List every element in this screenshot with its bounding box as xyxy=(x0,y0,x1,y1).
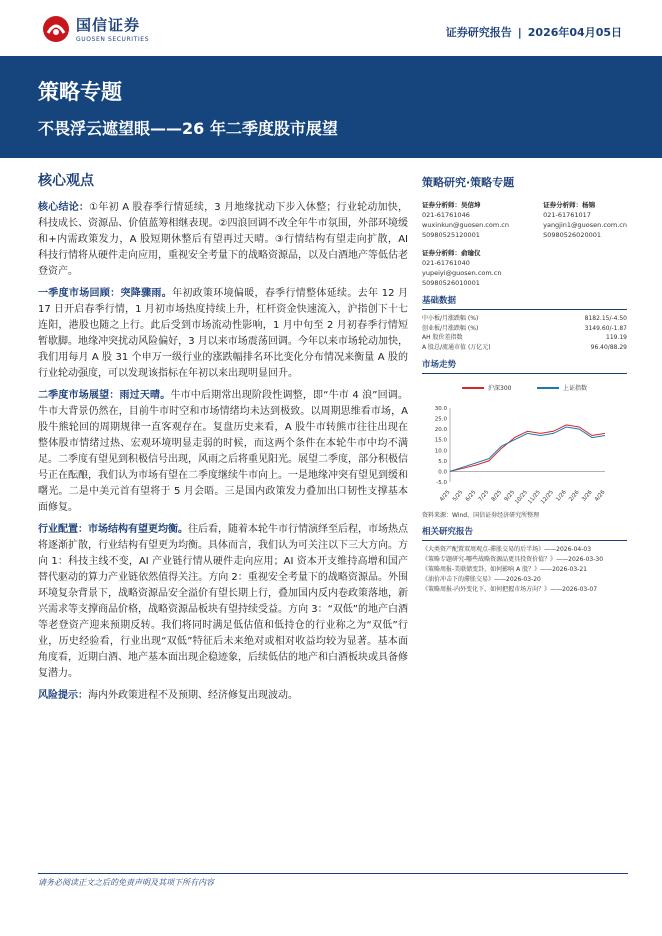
basic-data-row: 创业板/月涨跌幅 (%) 3149.60/-1.87 xyxy=(422,324,627,332)
sidebar xyxy=(422,170,627,595)
analyst-card: 证券分析师：俞瑜仪 021-61761040 yupeiyi@guosen.com.cn S0980526010001 xyxy=(422,249,502,287)
paragraph-q1-review: 一季度市场回顾：突降骤雨。年初政策环境偏暖，春季行情整体延续。去年 12 月 17 日开启春季行情，1 月初市场热度持续上升，杠杆资金快速流入，沪指创下十七连阳，港股也随之上行。此后受到市场流动性影响，1 月中旬至 2 月初春季行情短暂歇脚。地缘冲突扰动风险偏好，3 月以来市场震荡回调。今年以来市场轮动加快，我们用每月 A 股 31 个申万一级行业的涨跌幅排名环比变化分布情况来衡量 A 股的行业轮动强度，可以发现该指标在年初以来出现明显回升。 xyxy=(38,288,408,379)
legend-label: 上证指数 xyxy=(563,385,588,392)
market-trend-heading: 市场走势 xyxy=(422,358,627,374)
x-tick-label: 7/25 xyxy=(477,489,491,503)
x-tick-label: 11/25 xyxy=(527,489,542,506)
y-tick-label: 20.0 xyxy=(434,427,447,434)
guosen-logo-icon xyxy=(42,15,70,43)
basic-data-table xyxy=(422,314,627,352)
y-tick-label: 15.0 xyxy=(434,437,447,444)
core-views-heading: 核心观点 xyxy=(38,173,94,189)
sidebar-heading: 策略研究·策略专题 xyxy=(422,176,515,189)
x-tick-label: 6/25 xyxy=(464,489,478,503)
logo-en: GUOSEN SECURITIES xyxy=(76,36,150,43)
x-tick-label: 1/26 xyxy=(555,489,568,503)
related-report-item[interactable]: 《大类资产配置双周观点-滞胀交易的后半场》——2026-04-03 xyxy=(422,546,592,553)
chart-source: 资料来源：Wind、国信证券经济研究所整理 xyxy=(422,512,540,519)
paragraph-core-conclusion: 核心结论：①年初 A 股春季行情延续，3 月地缘扰动下步入休整；行业轮动加快，科技成长、资源品、价值蓝筹相继表现。②四浪回调不改全年牛市氛围，外部环境缓和+内需政策发力，A 股短期休整后有望再过天晴。③行情结构有望走向扩散，AI 科技行情将从硬件走向应用，重视安全考量下的战略资源品，以及白酒地产等低估老登资产。 xyxy=(38,202,408,277)
basic-data-row: AH 股价差指数 119.19 xyxy=(422,334,627,341)
market-trend-chart xyxy=(422,378,627,508)
x-tick-label: 10/25 xyxy=(514,489,530,506)
x-tick-label: 5/25 xyxy=(451,489,465,503)
x-tick-label: 4/25 xyxy=(438,489,452,503)
related-report-item[interactable]: 《策略专题研究-哪些战略资源品更具投资价值？》——2026-03-30 xyxy=(422,556,604,563)
series-line xyxy=(450,425,605,472)
x-tick-label: 12/25 xyxy=(540,489,555,506)
series-line xyxy=(450,427,605,471)
related-report-item[interactable]: 《策略周报-美联储变卦，如何影响 A 股？》——2026-03-21 xyxy=(422,566,587,573)
y-tick-label: 5.0 xyxy=(438,458,447,465)
basic-data-row: 中小板/月涨跌幅 (%) 8182.15/-4.50 xyxy=(422,315,627,322)
related-reports-heading: 相关研究报告 xyxy=(422,525,627,541)
logo-cn: 国信证券 xyxy=(76,16,141,34)
x-tick-label: 3/26 xyxy=(581,489,594,503)
legend-label: 沪深300 xyxy=(488,385,512,392)
y-tick-label: 0.0 xyxy=(438,469,447,476)
report-category: 策略专题 xyxy=(38,80,122,104)
report-title: 不畏浮云遮望眼——26 年二季度股市展望 xyxy=(38,119,338,138)
core-views xyxy=(38,170,408,710)
analyst-card: 证券分析师：吴信坤 021-61761046 wuxinkun@guosen.com.cn S0980525120001 xyxy=(422,201,509,239)
related-reports-list xyxy=(422,545,627,594)
related-report-item[interactable]: 《油价冲击下的滞胀交易》——2026-03-20 xyxy=(422,576,541,583)
trend-chart-svg xyxy=(422,378,627,508)
x-tick-label: 9/25 xyxy=(503,489,517,503)
analyst-list xyxy=(422,200,627,240)
guosen-logo xyxy=(42,14,149,43)
paragraph-q2-outlook: 二季度市场展望：雨过天晴。牛市中后期常出现阶段性调整，即“牛市 4 浪”回调。牛市大背景仍然在，目前牛市时空和市场情绪均未达到极致。以周期思维看市场，A 股牛熊轮回的周期规律一直客观存在。复盘历史来看，A 股牛市转熊市往往出现在整体股市情绪过热、宏观环境明显走弱的时候，而这两个条件在本轮牛市中均不满足。二季度有望见到积极信号出现，风雨之后将重见阳光。展望二季度，部分积极信号正在酝酿，我们认为市场有望在二季度继续牛市向上。一是地缘冲突有望见到缓和曙光。二是中美元首有望将于 5 月会晤。三是国内政策发力叠加出口韧性支撑基本面修复。 xyxy=(38,390,408,513)
y-tick-label: 25.0 xyxy=(434,416,447,423)
report-type: 证券研究报告 xyxy=(445,26,512,39)
report-date: 2026年04月05日 xyxy=(527,26,622,39)
x-tick-label: 8/25 xyxy=(490,489,504,503)
x-tick-label: 4/26 xyxy=(593,489,607,503)
basic-data-row: A 股总/流通市值 (万亿元) 96.40/88.29 xyxy=(422,343,627,351)
basic-data-heading: 基础数据 xyxy=(422,294,627,310)
related-report-item[interactable]: 《策略周报-内外变化下，如何把握市场方向？》——2026-03-07 xyxy=(422,586,598,593)
y-tick-label: -5.0 xyxy=(436,480,447,486)
x-tick-label: 2/26 xyxy=(568,489,581,503)
y-tick-label: 30.0 xyxy=(434,406,447,412)
y-tick-label: 10.0 xyxy=(434,448,447,455)
doc-meta: 证券研究报告 | 2026年04月05日 xyxy=(445,26,622,39)
footer-disclaimer[interactable]: 请务必阅读正文之后的免责声明及其项下所有内容 xyxy=(38,873,628,888)
title-banner xyxy=(0,56,662,158)
page-header xyxy=(0,0,662,56)
paragraph-industry-allocation: 行业配置：市场结构有望更均衡。往后看，随着本轮牛市行情演绎至后程，市场热点将逐渐扩散，行业结构有望更为均衡。具体而言，我们认为可关注以下三大方向。方向 1：科技主线不变，AI 产业链行情从硬件走向应用；AI 资本开支维持高增和国产替代驱动的算力产业链依然值得关注。方向 2：重视安全考量下的战略资源品。外围环境复杂背景下，战略资源品安全溢价有望长期上行，叠加国内反内卷政策落地，新兴需求等支撑商品价格，战略资源品板块有望持续受益。方向 3：“双低”的地产白酒等老登资产迎来预期反转。我们将同时满足低估值和低持仓的行业称之为“双低”行业，历史经验看，行业出现“双低”特征后未来绝对或相对收益均较为显著。基本面角度看，近期白酒、地产基本面出现企稳迹象，后续低估的地产和白酒板块或具备修复潜力。 xyxy=(38,524,408,679)
paragraph-risk: 风险提示：海内外政策进程不及预期、经济修复出现波动。 xyxy=(38,690,298,701)
analyst-card: 证券分析师：杨锦 021-61761017 yangjin1@guosen.com.cn S0980526020001 xyxy=(543,201,627,239)
